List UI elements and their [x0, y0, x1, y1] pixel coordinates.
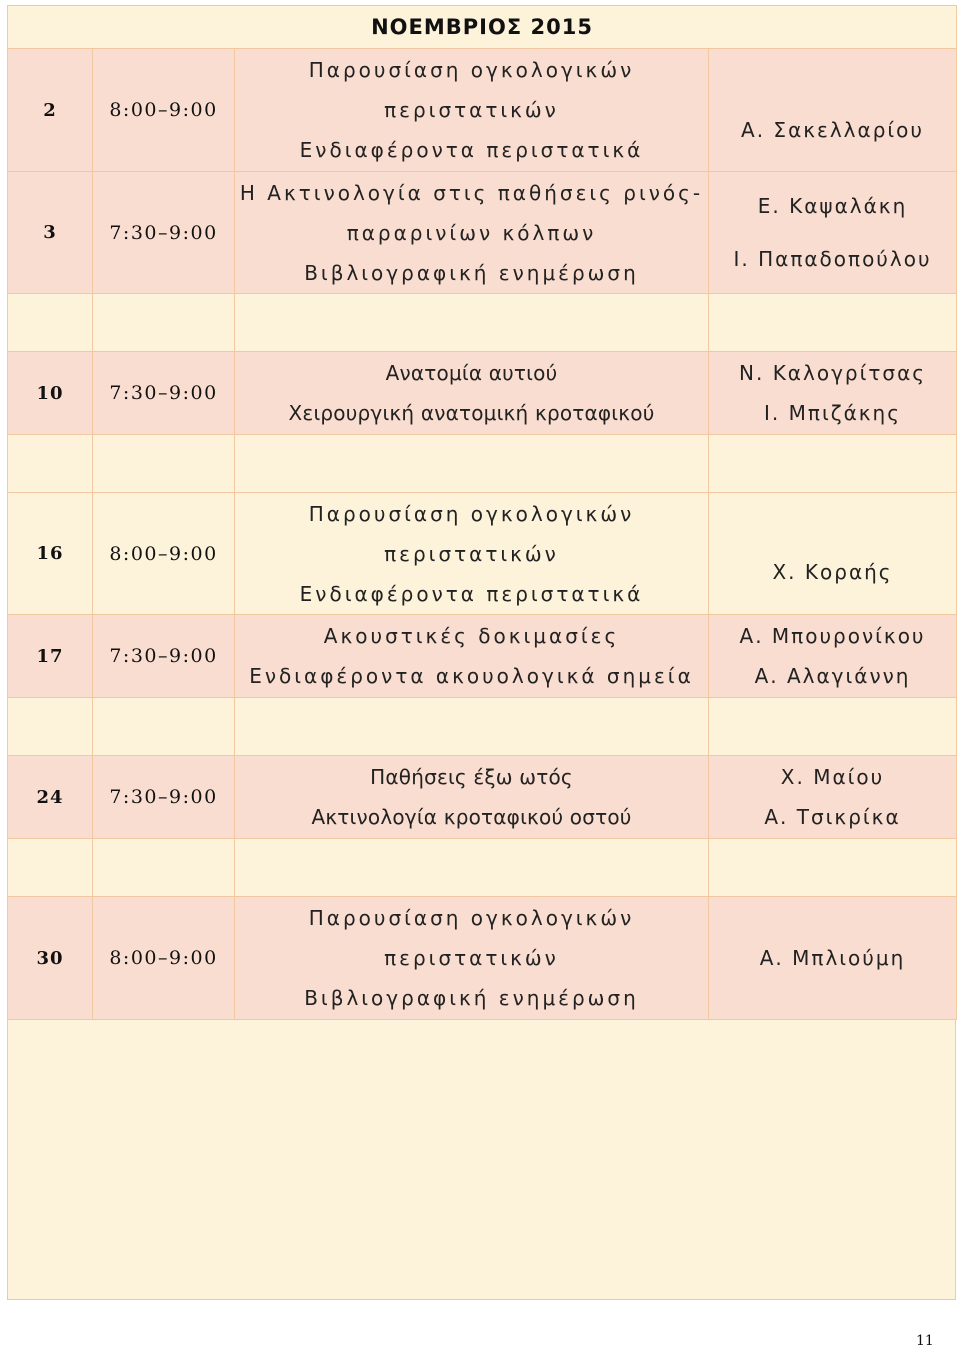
- time-cell: [93, 493, 235, 615]
- day-number: 2: [43, 99, 57, 121]
- presenter-cell: [709, 493, 957, 615]
- presenter-cell: [709, 49, 957, 172]
- time-cell: [93, 352, 235, 435]
- table-row: [8, 172, 957, 294]
- spacer-row: [8, 698, 957, 756]
- schedule-table: [7, 5, 957, 1020]
- day-number: 3: [43, 222, 57, 243]
- topic-line: Παθήσεις έξω ωτός: [370, 765, 573, 789]
- day-cell: [8, 352, 93, 435]
- spacer-row: [8, 435, 957, 493]
- day-number: 30: [36, 947, 64, 969]
- day-cell: [8, 756, 93, 839]
- table-row: [8, 615, 957, 698]
- table-row: [8, 897, 957, 1020]
- time-range: 7:30–9:00: [109, 786, 218, 808]
- topic-line: Παρουσίαση ογκολογικών: [308, 58, 635, 82]
- presenter-cell: [709, 352, 957, 435]
- spacer-row: [8, 294, 957, 352]
- presenter-cell: [709, 615, 957, 698]
- topic-line: Ακτινολογία κροταφικού οστού: [311, 805, 632, 829]
- presenter-name: Χ. Μαίου: [780, 765, 885, 789]
- day-number: 24: [36, 786, 64, 808]
- topic-line: παραρινίων κόλπων: [346, 220, 597, 245]
- day-number: 17: [36, 645, 64, 667]
- day-number: 16: [36, 543, 64, 564]
- time-cell: [93, 615, 235, 698]
- presenter-name: Α. Αλαγιάννη: [754, 664, 911, 688]
- time-range: 8:00–9:00: [109, 947, 218, 969]
- day-cell: [8, 49, 93, 172]
- topic-line: περιστατικών: [384, 98, 559, 122]
- presenter-name: Ι. Παπαδοπούλου: [733, 246, 932, 271]
- topic-cell: [235, 756, 709, 839]
- spacer-row: [8, 839, 957, 897]
- presenter-name: Α. Μπουρονίκου: [739, 624, 926, 648]
- presenter-name: Ε. Καψαλάκη: [757, 193, 908, 218]
- presenter-cell: [709, 897, 957, 1020]
- topic-line: Παρουσίαση ογκολογικών: [308, 501, 635, 526]
- presenter-name: Ν. Καλογρίτσας: [739, 361, 926, 385]
- topic-line: Χειρουργική ανατομική κροταφικού: [288, 401, 655, 425]
- topic-line: Ανατομία αυτιού: [385, 361, 558, 385]
- presenter-cell: [709, 756, 957, 839]
- topic-line: Βιβλιογραφική ενημέρωση: [304, 260, 639, 285]
- day-cell: [8, 172, 93, 294]
- presenter-name: Ι. Μπιζάκης: [764, 401, 901, 425]
- table-row: [8, 49, 957, 172]
- topic-line: περιστατικών: [384, 541, 559, 566]
- time-range: 7:30–9:00: [109, 645, 218, 667]
- topic-cell: [235, 352, 709, 435]
- topic-cell: [235, 172, 709, 294]
- topic-cell: [235, 897, 709, 1020]
- presenter-name: Α. Τσικρίκα: [764, 805, 901, 829]
- time-cell: [93, 172, 235, 294]
- time-cell: [93, 49, 235, 172]
- topic-cell: [235, 493, 709, 615]
- topic-line: Παρουσίαση ογκολογικών: [308, 906, 635, 930]
- time-range: 7:30–9:00: [109, 221, 218, 244]
- time-cell: [93, 897, 235, 1020]
- table-row: [8, 756, 957, 839]
- month-title: ΝΟΕΜΒΡΙΟΣ 2015: [8, 6, 957, 49]
- time-range: 8:00–9:00: [109, 542, 218, 565]
- topic-line: Ενδιαφέροντα περιστατικά: [299, 138, 644, 162]
- topic-cell: [235, 49, 709, 172]
- day-cell: [8, 615, 93, 698]
- presenter-cell: [709, 172, 957, 294]
- day-cell: [8, 897, 93, 1020]
- time-range: 8:00–9:00: [109, 99, 218, 121]
- page-number: 11: [916, 1333, 934, 1349]
- topic-line: Ακουστικές δοκιμασίες: [323, 624, 620, 648]
- time-cell: [93, 756, 235, 839]
- time-range: 7:30–9:00: [109, 382, 218, 404]
- day-cell: [8, 493, 93, 615]
- topic-line: Ενδιαφέροντα περιστατικά: [299, 581, 644, 606]
- topic-line: Βιβλιογραφική ενημέρωση: [304, 986, 639, 1010]
- presenter-name: Χ. Κοραής: [772, 559, 893, 584]
- topic-line: περιστατικών: [384, 946, 559, 970]
- table-row: [8, 352, 957, 435]
- table-row: [8, 493, 957, 615]
- presenter-name: Α. Μπλιούμη: [759, 946, 906, 970]
- presenter-name: Α. Σακελλαρίου: [741, 118, 924, 142]
- topic-line: Ενδιαφέροντα ακουολογικά σημεία: [249, 664, 694, 688]
- day-number: 10: [36, 382, 64, 404]
- topic-line: Η Ακτινολογία στις παθήσεις ρινός-: [239, 180, 704, 205]
- topic-cell: [235, 615, 709, 698]
